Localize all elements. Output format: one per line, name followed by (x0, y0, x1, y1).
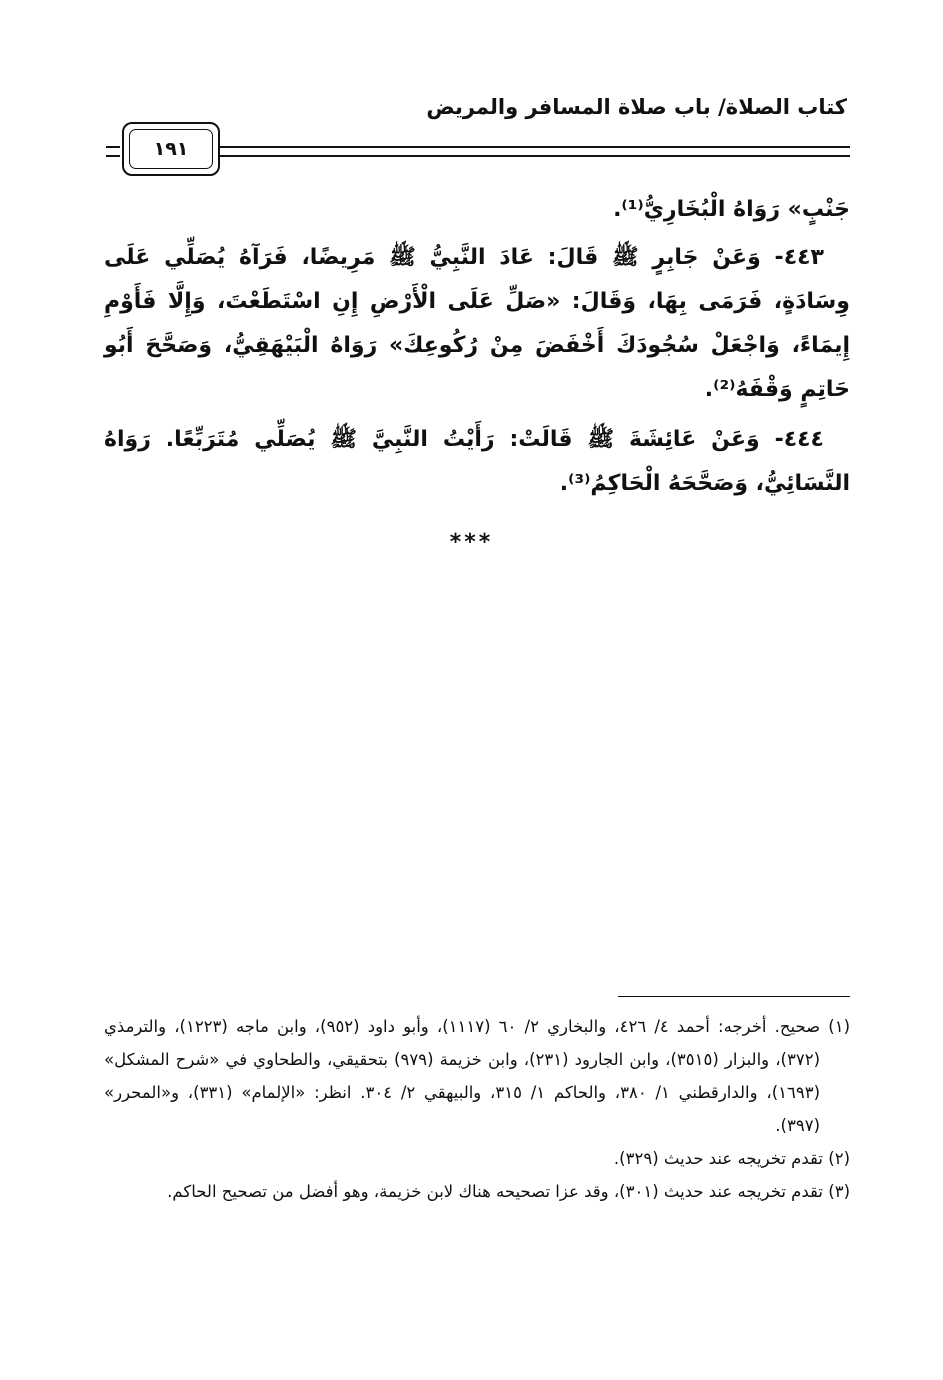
paragraph-continuation: جَنْبٍ» رَوَاهُ الْبُخَارِيُّ⁽¹⁾. (613, 197, 850, 222)
page-number: ١٩١ (129, 129, 213, 169)
header-rule (106, 118, 850, 174)
footnote-3: (٣) تقدم تخريجه عند حديث (٣٠١)، وقد عزا تصحيحه هناك لابن خزيمة، وهو أفضل من تصحيح الحاكم. (167, 1182, 850, 1201)
footnotes (104, 1010, 850, 1208)
footnote-2: (٢) تقدم تخريجه عند حديث (٣٢٩). (613, 1149, 850, 1168)
double-rule (220, 146, 850, 157)
hadith-444: ٤٤٤- وَعَنْ عَائِشَةَ ﷺ قَالَتْ: رَأَيْتُ النَّبِيَّ ﷺ يُصَلِّي مُتَرَبِّعًا. رَوَاهُ النَّسَائِيُّ، وَصَحَّحَهُ الْحَاكِمُ⁽³⁾. (104, 427, 850, 496)
footnote-rule (618, 996, 850, 997)
double-rule-left (106, 146, 120, 157)
footnote-1: (١) صحيح. أخرجه: أحمد ٤/ ٤٢٦، والبخاري ٢/ ٦٠ (١١١٧)، وأبو داود (٩٥٢)، وابن ماجه (١٢٢٣)، والترمذي (٣٧٢)، والبزار (٣٥١٥)، وابن الجارود (٢٣١)، وابن خزيمة (٩٧٩) بتحقيقي، والطحاوي في «شرح المشكل» (١٦٩٣)، والدارقطني ١/ ٣٨٠، والحاكم ١/ ٣١٥، والبيهقي ٢/ ٣٠٤. انظر: «الإلمام» (٣٣١)، و«المحرر» (٣٩٧). (104, 1017, 851, 1135)
page-number-frame (122, 122, 220, 176)
main-text (104, 188, 850, 512)
running-head: كتاب الصلاة/ باب صلاة المسافر والمريض (426, 95, 847, 119)
hadith-443: ٤٤٣- وَعَنْ جَابِرٍ ﷺ قَالَ: عَادَ النَّبِيُّ ﷺ مَرِيضًا، فَرَآهُ يُصَلِّي عَلَى وِسَادَةٍ، فَرَمَى بِهَا، وَقَالَ: «صَلِّ عَلَى الْأَرْضِ إِنِ اسْتَطَعْتَ، وَإِلَّا فَأَوْمِ إِيمَاءً، وَاجْعَلْ سُجُودَكَ أَخْفَضَ مِنْ رُكُوعِكَ» رَوَاهُ الْبَيْهَقِيُّ، وَصَحَّحَ أَبُو حَاتِمٍ وَقْفَهُ⁽²⁾. (104, 245, 850, 402)
section-separator: *** (449, 530, 494, 555)
